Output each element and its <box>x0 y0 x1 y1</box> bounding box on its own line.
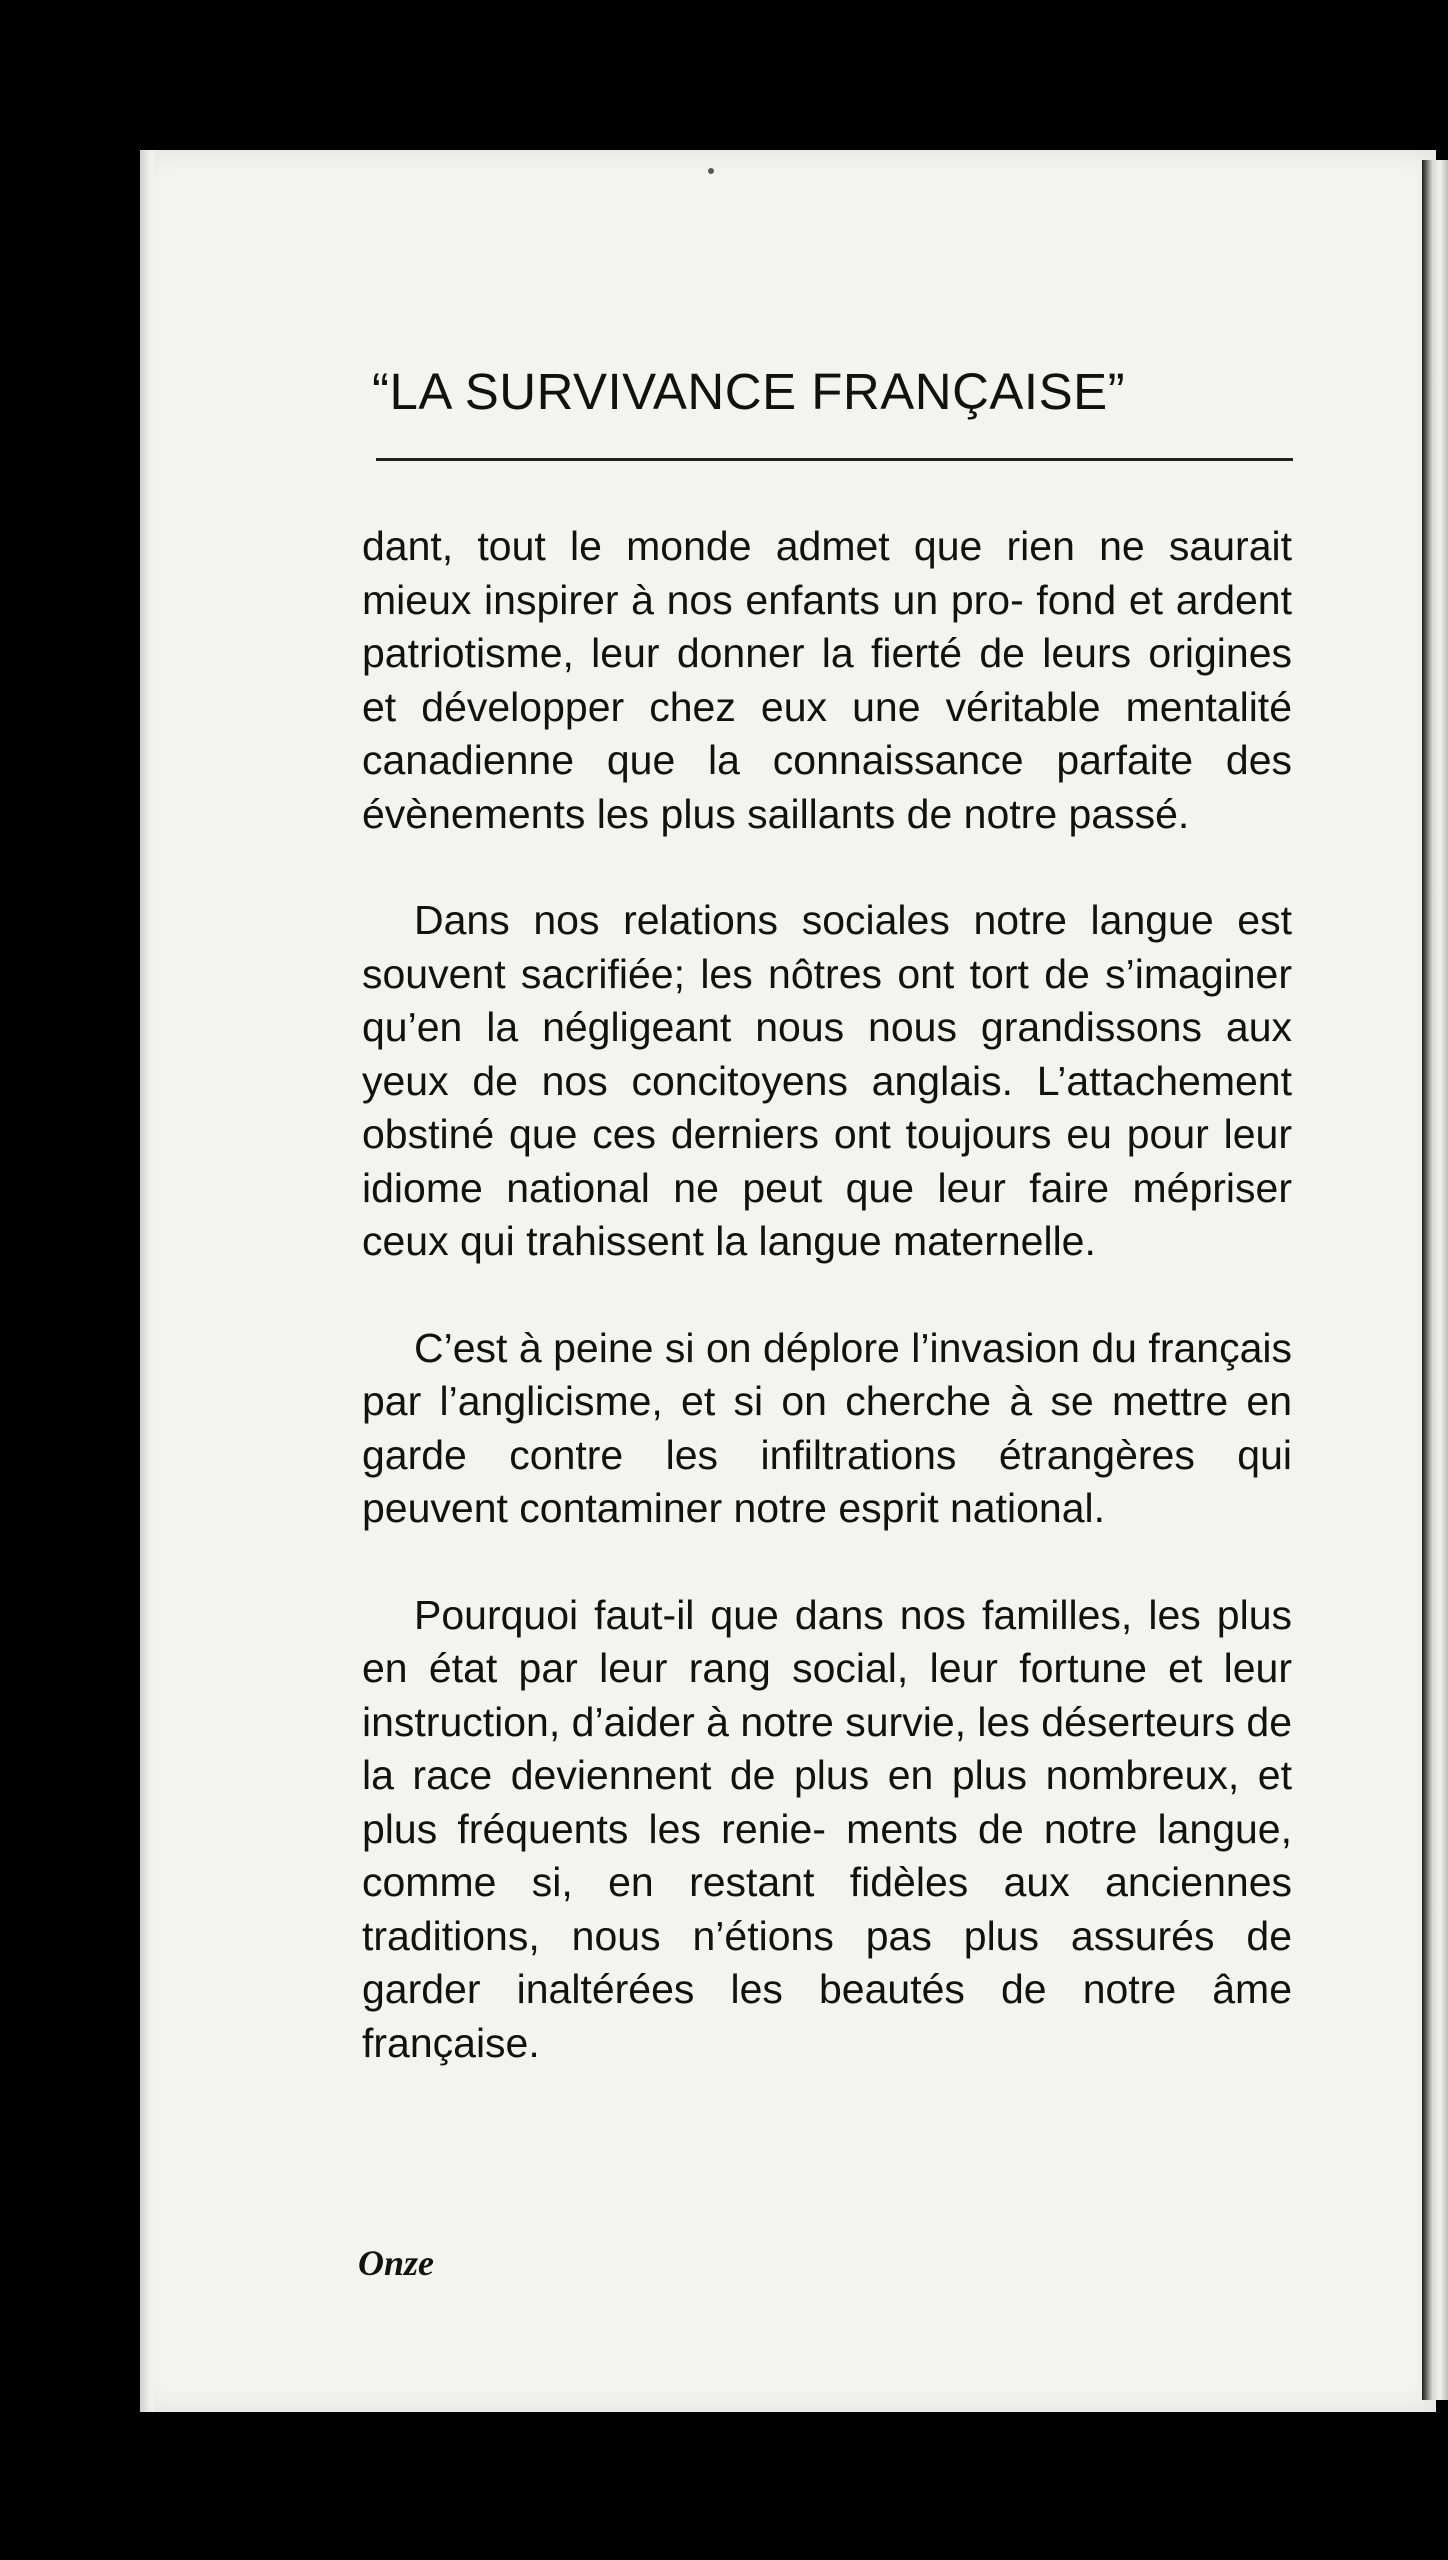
page-number: Onze <box>358 2243 435 2283</box>
header-rule <box>376 458 1293 461</box>
scan-speck <box>708 168 714 174</box>
paragraph-2: Dans nos relations sociales notre langue est souvent sacrifiée; les nôtres ont tort de s’imaginer qu’en la négligeant nous nous grandissons aux yeux de nos concitoyens anglais. L’attachement obstiné que ces derniers ont toujours eu pour leur idiome national ne peut que leur faire mépriser ceux qui trahissent la langue maternelle. <box>362 897 1292 1264</box>
paragraph-1: dant, tout le monde admet que rien ne saurait mieux inspirer à nos enfants un pro- fond et ardent patriotisme, leur donner la fierté de leurs origines et développer chez eux une véritable mentalité canadienne que la connaissance parfaite des évènements les plus saillants de notre passé. <box>362 523 1292 837</box>
body-text <box>362 520 1292 2123</box>
paragraph-3: C’est à peine si on déplore l’invasion du français par l’anglicisme, et si on cherche à se mettre en garde contre les infiltrations étrangères qui peuvent contaminer notre esprit national. <box>362 1324 1292 1531</box>
paragraph-4: Pourquoi faut-il que dans nos familles, les plus en état par leur rang social, leur fortune et leur instruction, d’aider à notre survie, les déserteurs de la race deviennent de plus en plus nombreux, et plus fréquents les renie- ments de notre langue, comme si, en restant fidèles aux anciennes traditions, nous n’étions pas plus assurés de garder inaltérées les beautés de notre âme française. <box>362 1591 1292 2066</box>
running-header-title: “LA SURVIVANCE FRANÇAISE” <box>372 363 1126 420</box>
facing-page-edge <box>1422 160 1448 2400</box>
page-binding-edge <box>140 150 154 2412</box>
